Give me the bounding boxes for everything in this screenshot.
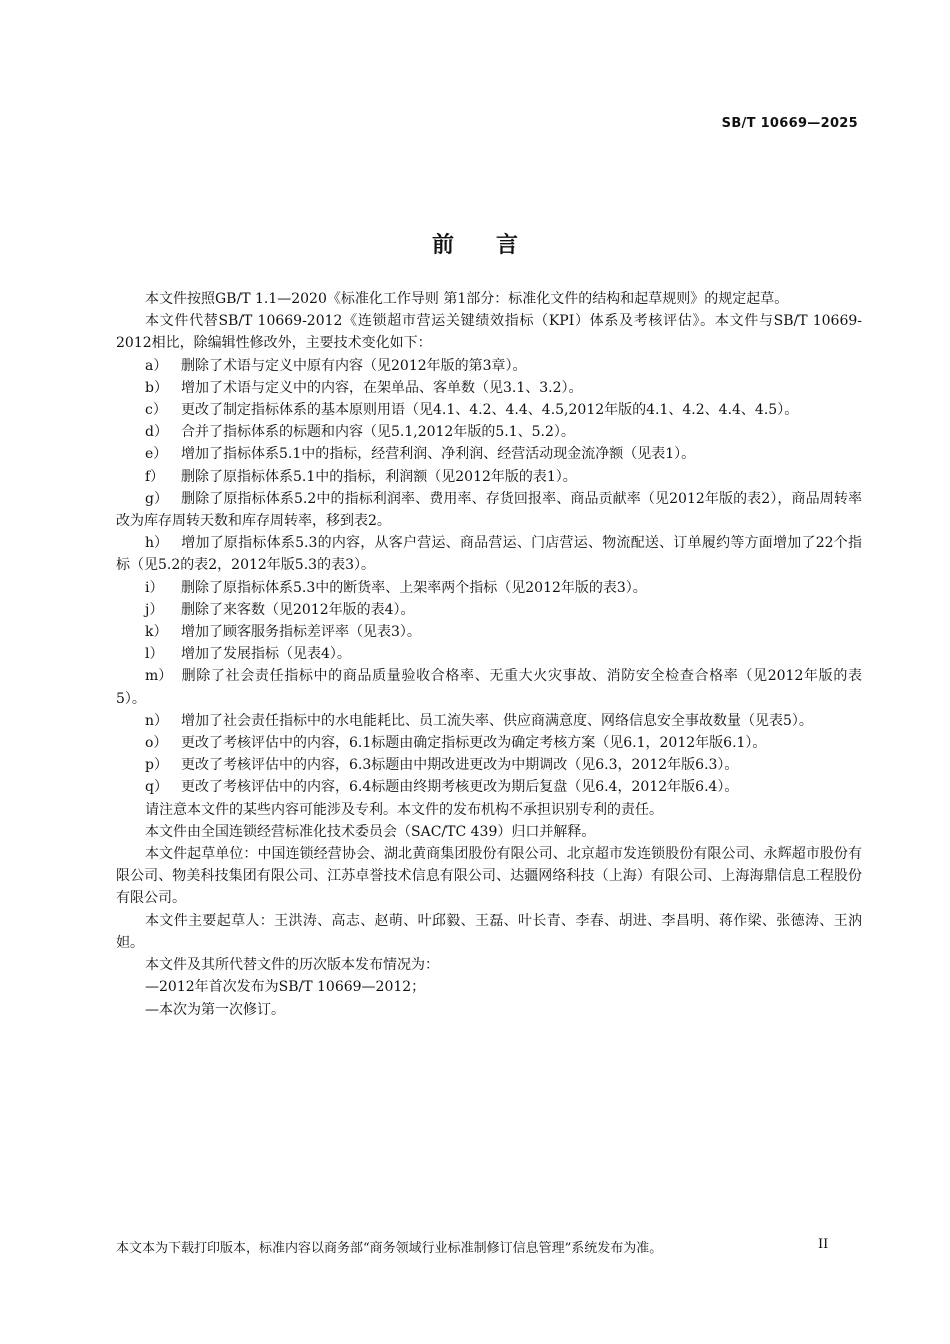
item-text: 更改了制定指标体系的基本原则用语（见4.1、4.2、4.4、4.5,2012年版的4.1、4.2、4.4、4.5）。	[181, 402, 799, 419]
change-item	[116, 776, 862, 798]
paragraph: 本文件代替SB/T 10669-2012《连锁超市营运关键绩效指标（KPI）体系及考核评估》。本文件与SB/T 10669-2012相比，除编辑性修改外，主要技术变化如下：	[116, 313, 862, 352]
item-mark: g）	[145, 490, 168, 507]
change-item	[116, 377, 862, 399]
change-item	[116, 443, 862, 465]
change-item	[116, 621, 862, 643]
item-mark: l）	[145, 646, 164, 663]
patent-note: 请注意本文件的某些内容可能涉及专利。本文件的发布机构不承担识别专利的责任。	[145, 801, 663, 818]
item-mark: d）	[145, 424, 168, 441]
item-mark: b）	[145, 379, 168, 396]
item-text: 增加了原指标体系5.3的内容，从客户营运、商品营运、门店营运、物流配送、订单履约等方面增加了22个指标（见5.2的表2，2012年版5.3的表3）。	[116, 535, 862, 574]
item-mark: c）	[145, 402, 167, 419]
change-item	[116, 754, 862, 776]
item-text: 删除了术语与定义中原有内容（见2012年版的第3章）。	[181, 357, 527, 374]
item-text: 合并了指标体系的标题和内容（见5.1,2012年版的5.1、5.2）。	[181, 424, 575, 441]
item-mark: n）	[145, 712, 169, 729]
change-item	[116, 355, 862, 377]
page-title: 前言	[431, 233, 560, 258]
item-mark: j）	[145, 601, 164, 618]
item-mark: p）	[145, 757, 168, 774]
item-text: 删除了原指标体系5.3中的断货率、上架率两个指标（见2012年版的表3）。	[181, 579, 647, 596]
item-mark: i）	[145, 579, 164, 596]
change-item	[116, 710, 862, 732]
change-item	[116, 665, 862, 709]
drafters: 本文件主要起草人：王洪涛、高志、赵萌、叶邱毅、王磊、叶长青、李春、胡进、李昌明、蒋作梁、张德涛、王汭妲。	[116, 912, 862, 951]
item-text: 更改了考核评估中的内容，6.4标题由终期考核更改为期后复盘（见6.4，2012年版6.4）。	[181, 779, 739, 796]
item-text: 增加了发展指标（见表4）。	[181, 646, 351, 663]
item-mark: k）	[145, 624, 168, 641]
drafting-units: 本文件起草单位：中国连锁经营协会、湖北黄商集团股份有限公司、北京超市发连锁股份有限公司、永辉超市股份有限公司、物美科技集团有限公司、江苏卓誉技术信息有限公司、达疆网络科技（上海）有限公司、上海海鼎信息工程股份有限公司。	[116, 846, 862, 907]
item-text: 更改了考核评估中的内容，6.1标题由确定指标更改为确定考核方案（见6.1，2012年版6.1）。	[181, 735, 767, 752]
item-text: 删除了社会责任指标中的商品质量验收合格率、无重大火灾事故、消防安全检查合格率（见2012年版的表5）。	[116, 668, 862, 707]
item-text: 增加了指标体系5.1中的指标，经营利润、净利润、经营活动现金流净额（见表1）。	[181, 446, 696, 463]
history-item: —本次为第一次修订。	[145, 1001, 285, 1018]
change-item	[116, 643, 862, 665]
change-item	[116, 488, 862, 532]
item-text: 增加了社会责任指标中的水电能耗比、员工流失率、供应商满意度、网络信息安全事故数量（见表5）。	[181, 712, 813, 729]
foreword-content	[116, 288, 862, 1021]
change-item	[116, 532, 862, 576]
item-text: 删除了原指标体系5.2中的指标利润率、费用率、存货回报率、商品贡献率（见2012年版的表2），商品周转率改为库存周转天数和库存周转率，移到表2。	[116, 490, 862, 530]
item-text: 更改了考核评估中的内容，6.3标题由中期改进更改为中期调改（见6.3，2012年版6.3）。	[181, 757, 739, 774]
footer-note: 本文本为下载打印版本，标准内容以商务部“商务领域行业标准制修订信息管理”系统发布为准。	[116, 1241, 663, 1256]
committee-note: 本文件由全国连锁经营标准化技术委员会（SAC/TC 439）归口并解释。	[145, 823, 596, 840]
document-code: SB/T 10669—2025	[721, 116, 858, 131]
item-text: 增加了术语与定义中的内容，在架单品、客单数（见3.1、3.2）。	[181, 379, 583, 396]
item-mark: e）	[145, 446, 168, 463]
item-mark: a）	[145, 357, 168, 374]
page-number: II	[818, 1237, 829, 1252]
version-history-intro: 本文件及其所代替文件的历次版本发布情况为：	[145, 957, 439, 974]
history-item: —2012年首次发布为SB/T 10669—2012；	[145, 979, 426, 996]
item-text: 删除了原指标体系5.1中的指标，利润额（见2012年版的表1）。	[181, 468, 577, 485]
item-mark: m）	[145, 668, 173, 685]
change-item	[116, 732, 862, 754]
change-item	[116, 599, 862, 621]
item-text: 删除了来客数（见2012年版的表4）。	[181, 601, 415, 618]
change-item	[116, 421, 862, 443]
item-mark: f）	[145, 468, 165, 485]
change-item	[116, 399, 862, 421]
item-mark: q）	[145, 779, 168, 796]
paragraph: 本文件按照GB/T 1.1—2020《标准化工作导则 第1部分：标准化文件的结构和起草规则》的规定起草。	[145, 291, 789, 307]
item-mark: h）	[145, 535, 169, 552]
change-item	[116, 466, 862, 488]
change-item	[116, 577, 862, 599]
item-text: 增加了顾客服务指标差评率（见表3）。	[181, 624, 421, 641]
item-mark: o）	[145, 735, 168, 752]
